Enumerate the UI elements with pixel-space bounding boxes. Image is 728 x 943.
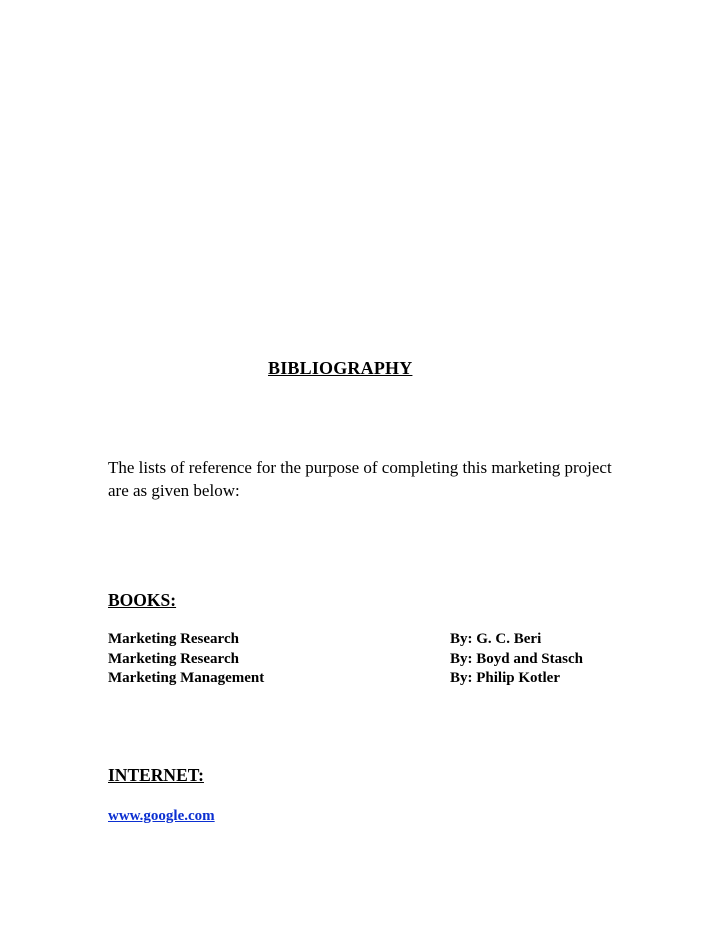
- book-title: Marketing Management: [108, 670, 265, 686]
- page-title: BIBLIOGRAPHY: [268, 358, 413, 378]
- book-title: Marketing Research: [108, 631, 239, 647]
- book-title: Marketing Research: [108, 650, 239, 667]
- intro-paragraph: The lists of reference for the purpose of completing this marketing project are as given below:: [108, 458, 612, 500]
- book-author: By: G. C. Beri: [450, 631, 542, 647]
- book-author: By: Philip Kotler: [450, 670, 560, 686]
- list-item: [108, 631, 628, 651]
- internet-heading: INTERNET:: [108, 765, 204, 785]
- list-item: [108, 651, 628, 671]
- book-author: By: Boyd and Stasch: [450, 650, 583, 667]
- google-link[interactable]: www.google.com: [108, 808, 215, 824]
- list-item: [108, 670, 628, 690]
- books-heading: BOOKS:: [108, 590, 177, 610]
- books-list: [108, 631, 628, 690]
